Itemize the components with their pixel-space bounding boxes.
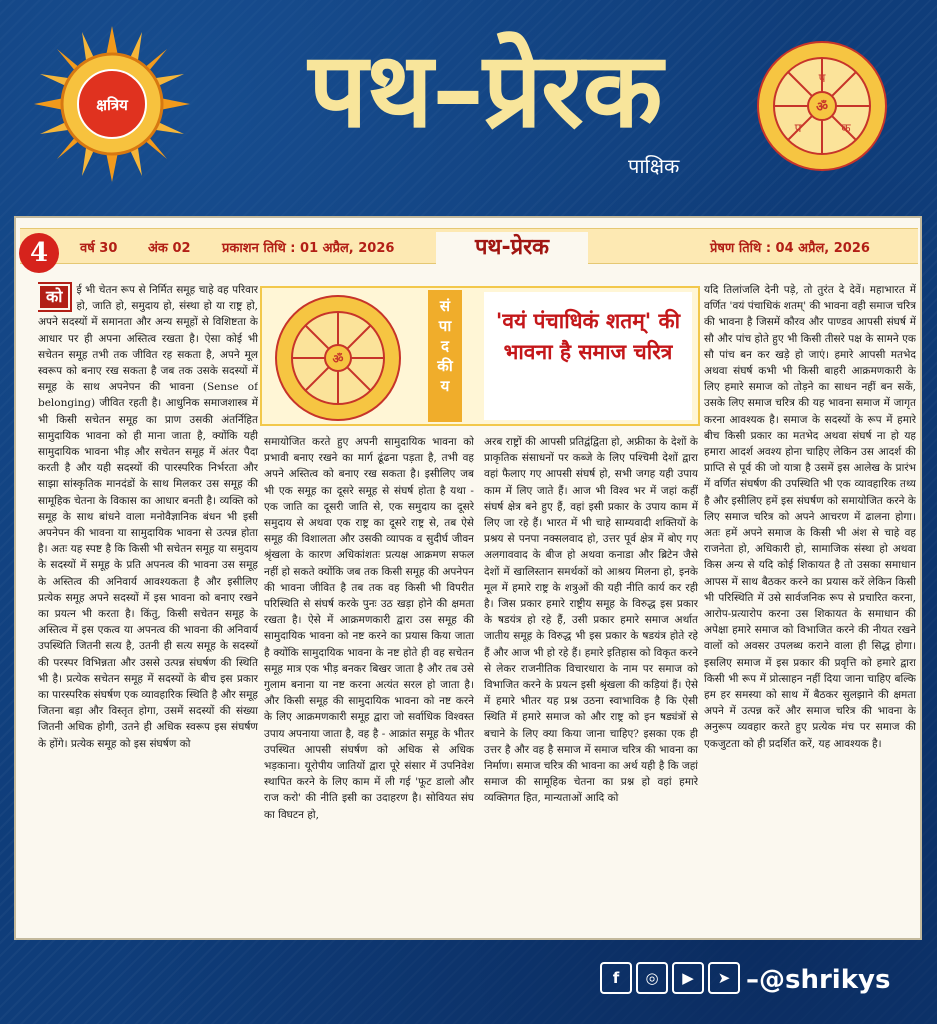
editorial-label-char: पा: [438, 317, 452, 335]
editorial-logo-om: ॐ: [332, 352, 344, 366]
chakra-emblem-logo: [756, 40, 888, 172]
issue-number: अंक 02: [148, 241, 191, 256]
editorial-label-char: द: [441, 337, 449, 355]
strip-center-title: पथ-प्रेरक: [436, 232, 588, 264]
masthead-subtitle: पाक्षिक: [628, 154, 680, 178]
article-body: [20, 278, 920, 938]
editorial-label-char: की: [437, 357, 453, 375]
left-logo-text: क्षत्रिय: [96, 96, 128, 114]
editorial-label-char: य: [440, 377, 450, 395]
page-number-badge: 4: [19, 233, 59, 273]
article-column-3: [484, 434, 698, 934]
chakra-center-om: ॐ: [816, 100, 828, 115]
article-column-1: [38, 282, 258, 932]
drop-cap: को: [38, 284, 70, 310]
chakra-letter-3: क: [841, 121, 851, 135]
article-column-4: [704, 282, 916, 932]
chakra-letter-2: प्र: [794, 121, 802, 135]
social-handle: –@shrikys: [746, 965, 891, 995]
dispatch-date: प्रेषण तिथि : 04 अप्रैल, 2026: [710, 241, 870, 256]
youtube-icon[interactable]: ▶: [672, 962, 704, 994]
editorial-label-char: सं: [439, 297, 451, 315]
publish-date: प्रकाशन तिथि : 01 अप्रैल, 2026: [222, 241, 395, 256]
volume: वर्ष 30: [80, 241, 118, 256]
article-column-2: [264, 434, 474, 934]
editorial-headline: 'वयं पंचाधिकं शतम्' की भावना है समाज चरित्र: [484, 292, 692, 420]
column-2-text: समायोजित करते हुए अपनी सामुदायिक भावना को प्रभावी बनाए रखने का मार्ग ढूंढना पड़ता है, तभी वह अपने अस्तित्व को बनाए रख सकता है। इसीलिए जब भी एक समूह का दूसरे समूह से संघर्ष होता है यथा - एक जाति का दूसरी जाति से, एक समुदाय का दूसरे समुदाय से अथवा एक राष्ट्र का दूसरे राष्ट्र से, तब ऐसे समूह की विशालता और उसकी व्यापक व सुदीर्घ जीवन श्रृंखला के कारण अधिकांशतः प्रत्यक्ष आक्रमण सफल नहीं हो सकते क्योंकि जब तक किसी समूह की अपनेपन की भावना जीवित है तब तक वह किसी भी विपरीत परिस्थिति से संघर्ष करके पुनः उठ खड़ा होने की क्षमता रखता है। ऐसे में आक्रमणकारी द्वारा उस समूह की सामुदायिक भावना को नष्ट करने का प्रयास किया जाता है क्योंकि सामुदायिक भावना के नष्ट होते ही वह सचेतन समूह मात्र एक भीड़ बनकर बिखर जाता है और तब उसे गुलाम बनाना या नष्ट करना अत्यंत सरल हो जाता है। और किसी समूह की सामुदायिक भावना को नष्ट करने के लिए आक्रमणकारी समूह द्वारा जो सर्वाधिक विश्वस्त उपाय अपनाया जाता है, वह है - आक्रांत समूह के भीतर उपस्थित आपसी संघर्षण को अधिक से अधिक भड़काना। यूरोपीय जातियों द्वारा पूरे संसार में उपनिवेश स्थापित करने के लिए काम में ली गई 'फूट डालो और राज करो' की नीति इसी का उदाहरण है। सोवियत संघ का विघटन हो,: [264, 436, 474, 821]
chakra-letter-1: प: [818, 71, 826, 85]
social-icons: [600, 962, 740, 998]
column-3-text: अरब राष्ट्रों की आपसी प्रतिद्वंद्विता हो, अफ्रीका के देशों के प्राकृतिक संसाधनों पर कब्जे के लिए पश्चिमी देशों द्वारा वहां फैलाए गए आपसी संघर्ष हो, सभी जगह यही उपाय काम में लिए जाते हैं। आज भी विश्व भर में जहां कहीं संघर्ष क्षेत्र बने हुए हैं, वहां इसी प्रकार के उपाय काम में लिए जा रहे हैं। भारत में भी चाहे साम्यवादी शक्तियों के प्रश्रय से पनपा नक्सलवाद हो, उत्तर पूर्व क्षेत्र में बोए गए अलगाववाद के बीज हो अथवा कनाडा और ब्रिटेन जैसे देशों में खालिस्तान समर्थकों को आश्रय मिलना हो, इनके मूल में हमारे राष्ट्र के शत्रुओं की यही नीति कार्य कर रही है। जिस प्रकार हमारे राष्ट्रीय समूह के विरुद्ध इस प्रकार के षडयंत्र हो रहे हैं, उसी प्रकार हमारे समाज अर्थात जातीय समूह के विरुद्ध भी इस प्रकार के षडयंत्र होते रहे हैं और आज भी हो रहे हैं। हमारे इतिहास को विकृत करने से लेकर राजनीतिक विचारधारा के नाम पर समाज को विभाजित करने के प्रयत्न इसी श्रृंखला की कड़ियां हैं। ऐसे में हमारे भीतर यह प्रश्न उठना स्वाभाविक है कि ऐसी स्थिति में हमारे समाज को और राष्ट्र को इन षड्यंत्रों से बचाने के लिए क्या किया जाना चाहिए? इसका एक ही उत्तर है और वह है समाज में समाज चरित्र की भावना का निर्माण। समाज चरित्र की भावना का अर्थ यही है कि जहां समाज की सामूहिक चेतना का प्रश्न हो वहां हमारे व्यक्तिगत हित, मान्यताओं आदि को: [484, 436, 698, 805]
column-1-text: ई भी चेतन रूप से निर्मित समूह चाहे वह परिवार हो, जाति हो, समुदाय हो, संस्था हो या राष्ट्र हो, अपने सदस्यों में समानता और अन्य समूहों से विशिष्टता के आधार पर ही अपना अस्तित्व रखता है। ऐसा कोई भी सचेतन समूह तभी तक जीवित रह सकता है, अपने मूल स्वरूप को बनाए रख सकता है जब तक उसके सदस्यों में समूह के साथ अपनेपन की भावना (Sense of belonging) जीवित रहती है। आधुनिक समाजशास्त्र में भी किसी सचेतन समूह का प्राण उसकी अंतर्निहित सामुदायिक भावना को ही माना जाता है, क्योंकि यही सामुदायिक भावना भीड़ और सचेतन समूह में अंतर पैदा करती है और यही सदस्यों की पारस्परिक निर्भरता और साझा सांस्कृतिक मानदंडों के साथ मिलकर उस समूह की सामूहिक चेतना के विकास का आधार बनती है। व्यक्ति को समूह के साथ बांधने वाला मनोवैज्ञानिक बंधन भी इसी अपनेपन की भावना या सामुदायिक भावना से उत्पन्न होता है। अतः यह स्पष्ट है कि किसी भी सचेतन समूह या समुदाय के सदस्यों में समूह के प्रति अपनत्व की भावना उस समूह के अस्तित्व की अनिवार्य आवश्यकता है और इसीलिए प्रत्येक समूह अपने सदस्यों में इस भावना को बनाए रखने का प्रयत्न भी करता है। किंतु, किसी सचेतन समूह के अस्तित्व में इस एकत्व या अपनत्व की भावना की अनिवार्य उपस्थिति जितनी सत्य है, उतनी ही सत्य समूह के सदस्यों की परस्पर विभिन्नता और उससे उत्पन्न संघर्षण की स्थिति भी है। प्रत्येक सचेतन समूह में सदस्यों के बीच इस प्रकार का पारस्परिक संघर्षण एक व्यावहारिक स्थिति है और समूह जितना बड़ा और विस्तृत होगा, उसमें सदस्यों की संख्या जितनी अधिक होगी, उतने ही अधिक स्वरूप इस संघर्षण के होंगे। प्रत्येक समूह को इस संघर्षण को: [38, 284, 258, 750]
instagram-icon[interactable]: ◎: [636, 962, 668, 994]
column-4-text: यदि तिलांजलि देनी पड़े, तो तुरंत दे देवें। महाभारत में वर्णित 'वयं पंचाधिकं शतम्' की भावना वही समाज चरित्र की भावना है जिसमें कौरव और पाण्डव आपसी संघर्ष में सौ और पांच होते हुए भी किसी तीसरे पक्ष के सामने एक सौ पांच बन कर खड़े हो जाएं। हमारे आपसी मतभेद अथवा संघर्ष कभी भी किसी बाहरी आक्रमणकारी के लिए हमारे समाज को तोड़ने का साधन नहीं बन सकें, उसके लिए समाज चरित्र की यह भावना समाज में जागृत करना आवश्यक है। समाज के सदस्यों के रूप में हमारे बीच किसी प्रकार का मतभेद अथवा संघर्ष ना हो यह हमारा आदर्श अवश्य होना चाहिए लेकिन उस आदर्श की प्राप्ति से पूर्व की जो यात्रा है उसमें इस आलेख के प्रारंभ में वर्णित संघर्षण की उपस्थिति भी एक व्यावहारिक तथ्य है और इसीलिए हमें इस संघर्षण को समायोजित करने के लिए समाज चरित्र को अपने आचरण में ढालना होगा। अतः हमें अपने समाज के किसी भी अंश से चाहे वह राजनेता हो, अधिकारी हो, सामाजिक संस्था हो अथवा किस अन्य से यदि कोई शिकायत है तो उसका समाधान आपस में साथ बैठकर करने का प्रयास करें लेकिन किसी भी परिस्थिति में उसे सार्वजनिक रूप से प्रचारित करना, आरोप-प्रत्यारोप करना उस शिकायत के समाधान की अपेक्षा हमारे समाज को विभाजित करने की नीयत रखने वालों को अवसर उपलब्ध कराने वाला ही सिद्ध होगा। इसलिए समाज में इस प्रकार की प्रवृत्ति को हमारे द्वारा किसी भी रूप में प्रोत्साहन नहीं दिया जाना चाहिए बल्कि हम हर समस्या को साथ में बैठकर सुलझाने की क्षमता अपने में उत्पन्न करें और समाज चरित्र की भावना के अनुरूप व्यवहार करते हुए प्रत्येक मंच पर समाज की एकजुटता को ही प्रदर्शित करें, यह आवश्यक है।: [704, 284, 916, 750]
newspaper-page: [14, 216, 922, 940]
masthead-title: पथ–प्रेरक: [308, 29, 662, 151]
editorial-label: [428, 290, 462, 422]
facebook-icon[interactable]: f: [600, 962, 632, 994]
kshatriya-sun-logo: [34, 26, 190, 182]
telegram-icon[interactable]: ➤: [708, 962, 740, 994]
editorial-chakra-icon: [274, 294, 402, 422]
editorial-box: [260, 286, 700, 426]
